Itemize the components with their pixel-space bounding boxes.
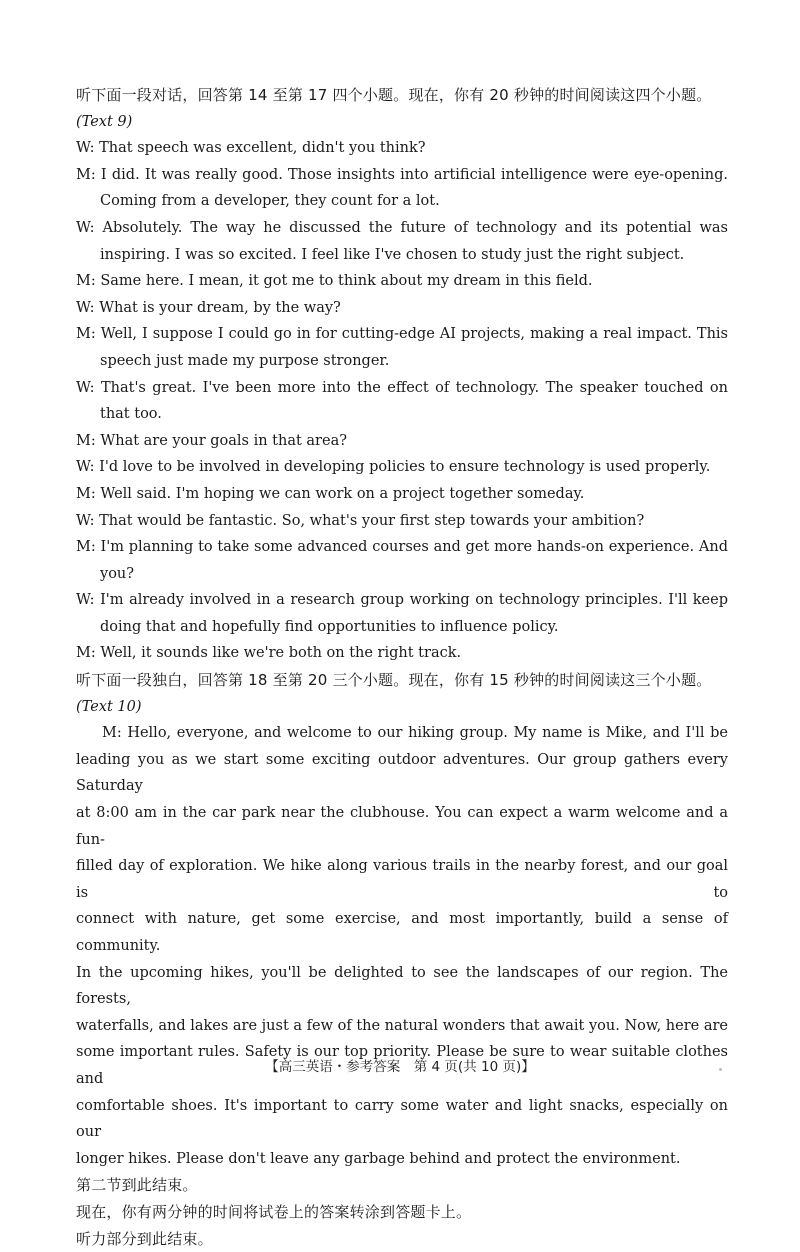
monologue-line: In the upcoming hikes, you'll be delighted to see the landscapes of our region. The forests,	[76, 964, 728, 1008]
dialogue-line: M: Well, I suppose I could go in for cutting-edge AI projects, making a real impact. This speech just made my purpose stronger.	[76, 326, 728, 369]
dialogue-line: M: What are your goals in that area?	[76, 432, 347, 449]
closing-line: 现在，你有两分钟的时间将试卷上的答案转涂到答题卡上。	[76, 1202, 472, 1221]
closing-line: 听力部分到此结束。	[76, 1229, 213, 1248]
monologue-line: waterfalls, and lakes are just a few of the natural wonders that await you. Now, here are	[76, 1017, 728, 1034]
dialogue-line: W: That speech was excellent, didn't you think?	[76, 140, 426, 157]
dialogue-line: W: I'm already involved in a research group working on technology principles. I'll keep doing that and hopefully find opportunities to influence policy.	[76, 592, 728, 635]
closing-line: 第二节到此结束。	[76, 1176, 198, 1195]
scan-speck	[719, 1068, 722, 1071]
section2-label: (Text 10)	[76, 698, 142, 715]
monologue-line: comfortable shoes. It's important to carry some water and light snacks, especially on our	[76, 1097, 728, 1141]
dialogue-line: W: What is your dream, by the way?	[76, 299, 341, 316]
dialogue-line: M: Well said. I'm hoping we can work on a project together someday.	[76, 485, 585, 502]
section1-instruction: 听下面一段对话，回答第 14 至第 17 四个小题。现在，你有 20 秒钟的时间阅读这四个小题。	[76, 86, 712, 104]
monologue-line: filled day of exploration. We hike along various trails in the nearby forest, and our goal is to	[76, 858, 728, 901]
dialogue-line: W: I'd love to be involved in developing policies to ensure technology is used properly.	[76, 459, 711, 476]
monologue-line: leading you as we start some exciting outdoor adventures. Our group gathers every Saturday	[76, 751, 728, 795]
dialogue-line: M: Same here. I mean, it got me to think about my dream in this field.	[76, 273, 593, 290]
monologue-line: longer hikes. Please don't leave any garbage behind and protect the environment.	[76, 1150, 681, 1167]
page-footer: 【高三英语・参考答案 第 4 页(共 10 页)】	[265, 1059, 535, 1075]
dialogue-line: W: That's great. I've been more into the effect of technology. The speaker touched on that too.	[76, 379, 728, 423]
dialogue-line: M: Well, it sounds like we're both on the right track.	[76, 645, 462, 662]
dialogue-line: M: I did. It was really good. Those insights into artificial intelligence were eye-opening. Coming from a developer, they count for a lot.	[76, 166, 728, 210]
monologue-line: M: Hello, everyone, and welcome to our hiking group. My name is Mike, and I'll be	[102, 725, 728, 742]
monologue-line: at 8:00 am in the car park near the clubhouse. You can expect a warm welcome and a fun-	[76, 805, 728, 848]
dialogue-line: M: I'm planning to take some advanced courses and get more hands-on experience. And you?	[76, 539, 728, 582]
dialogue-line: W: Absolutely. The way he discussed the future of technology and its potential was inspiring. I was so excited. I feel like I've chosen to study just the right subject.	[76, 219, 728, 263]
dialogue-line: W: That would be fantastic. So, what's your first step towards your ambition?	[76, 512, 645, 529]
monologue-text10	[76, 720, 728, 1172]
monologue-line: connect with nature, get some exercise, and most importantly, build a sense of community.	[76, 911, 728, 954]
section2-instruction: 听下面一段独白，回答第 18 至第 20 三个小题。现在，你有 15 秒钟的时间阅读这三个小题。	[76, 671, 712, 690]
page-content	[76, 82, 728, 1252]
dialogue-text9	[76, 135, 728, 667]
section1-label: (Text 9)	[76, 113, 133, 130]
monologue-line: some important rules. Safety is our top priority. Please be sure to wear suitable clothes and	[76, 1044, 728, 1087]
